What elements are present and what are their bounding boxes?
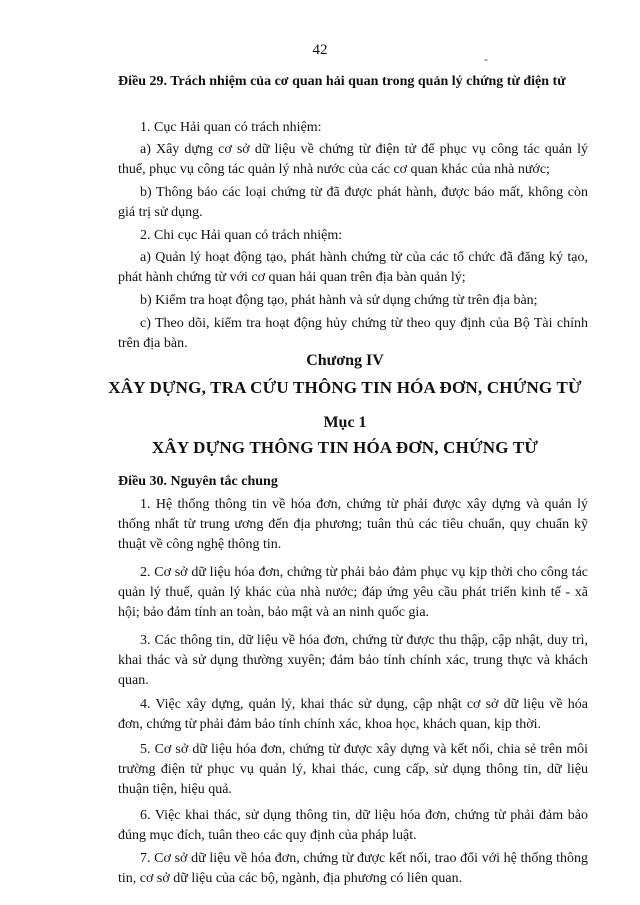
article-30-clause-4: 4. Việc xây dựng, quản lý, khai thác sử dụng, cập nhật cơ sở dữ liệu về hóa đơn, chứng từ phải đảm bảo tính chính xác, khoa học, khách quan, kịp thời. [118, 697, 588, 732]
article-30-clause-6: 6. Việc khai thác, sử dụng thông tin, dữ liệu hóa đơn, chứng từ phải đảm bảo đúng mục đích, tuân theo các quy định của pháp luật. [118, 808, 588, 843]
chapter-title: XÂY DỰNG, TRA CỨU THÔNG TIN HÓA ĐƠN, CHỨNG TỪ [108, 378, 582, 397]
article-29-clause-1: 1. Cục Hải quan có trách nhiệm: [140, 120, 322, 135]
section-label: Mục 1 [323, 414, 367, 431]
article-30-clause-7: 7. Cơ sở dữ liệu về hóa đơn, chứng từ được kết nối, trao đổi với hệ thống thông tin, cơ sở dữ liệu của các bộ, ngành, địa phương có liên quan. [118, 851, 588, 886]
article-29-clause-2: 2. Chi cục Hải quan có trách nhiệm: [140, 228, 343, 243]
page-number: 42 [312, 42, 328, 58]
article-30-clause-1: 1. Hệ thống thông tin về hóa đơn, chứng từ phải được xây dựng và quản lý thống nhất từ trung ương đến địa phương; tuân thủ các tiêu chuẩn, quy chuẩn kỹ thuật về công nghệ thông tin. [118, 497, 588, 552]
article-30-clause-5: 5. Cơ sở dữ liệu hóa đơn, chứng từ được xây dựng và kết nối, chia sẻ trên môi trường điện tử phục vụ quản lý, khai thác, cung cấp, sử dụng thông tin, dữ liệu thuận tiện, hiệu quả. [118, 742, 588, 797]
article-30-title: Điều 30. Nguyên tắc chung [118, 474, 278, 489]
article-29-clause-2b: b) Kiểm tra hoạt động tạo, phát hành và sử dụng chứng từ trên địa bàn; [140, 293, 538, 308]
article-29-clause-1b: b) Thông báo các loại chứng từ đã được phát hành, được báo mất, không còn giá trị sử dụng. [118, 185, 588, 220]
article-30-clause-3: 3. Các thông tin, dữ liệu về hóa đơn, chứng từ được thu thập, cập nhật, duy trì, khai thác và sử dụng thường xuyên; đảm bảo tính chính xác, trung thực và khách quan. [118, 633, 588, 688]
stray-mark: - [484, 52, 488, 66]
article-29-clause-1a: a) Xây dựng cơ sở dữ liệu về chứng từ điện tử để phục vụ công tác quản lý thuế, phục vụ công tác quản lý nhà nước của các cơ quan khác của nhà nước; [118, 142, 588, 177]
article-29-clause-2c: c) Theo dõi, kiểm tra hoạt động hủy chứng từ theo quy định của Bộ Tài chính trên địa bàn. [118, 316, 588, 351]
article-29-title: Điều 29. Trách nhiệm của cơ quan hải quan trong quản lý chứng từ điện tử [118, 74, 566, 89]
chapter-label: Chương IV [306, 352, 384, 369]
article-29-clause-2a: a) Quản lý hoạt động tạo, phát hành chứng từ của các tổ chức đã đăng ký tạo, phát hành chứng từ với cơ quan hải quan trên địa bàn quản lý; [118, 250, 588, 285]
article-30-clause-2: 2. Cơ sở dữ liệu hóa đơn, chứng từ phải bảo đảm phục vụ kịp thời cho công tác quản lý thuế, quản lý khác của nhà nước; đáp ứng yêu cầu phát triển kinh tế - xã hội; bảo đảm tính an toàn, bảo mật và an ninh quốc gia. [118, 565, 588, 620]
section-title: XÂY DỰNG THÔNG TIN HÓA ĐƠN, CHỨNG TỪ [151, 438, 539, 457]
